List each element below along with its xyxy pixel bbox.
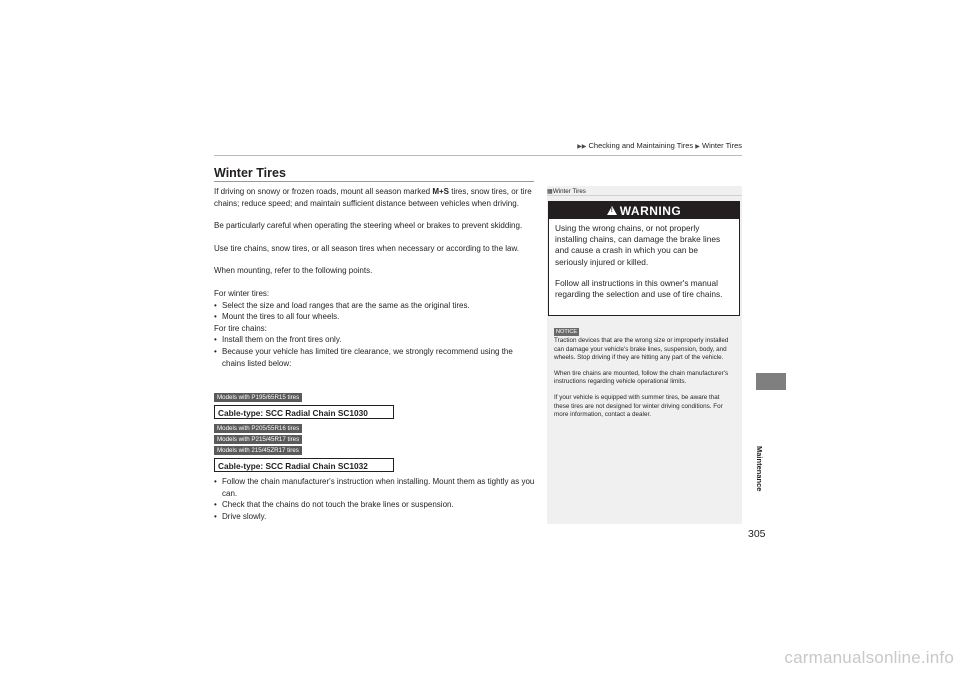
winter-tires-label: For winter tires: bbox=[214, 288, 270, 298]
list-item: • Check that the chains do not touch the brake lines or suspension. bbox=[214, 500, 454, 510]
summer-tires-note: If your vehicle is equipped with summer tires, be aware that these tires are not designed for winter driving conditions. For more information, contact a dealer. bbox=[554, 393, 723, 419]
side-panel-text bbox=[554, 337, 736, 420]
notice-text: Traction devices that are the wrong size or improperly installed can damage your vehicle's brake lines, suspension, body, and wheels. Stop driving if they are hitting any part of the vehicle. bbox=[554, 337, 729, 362]
list-item: • Because your vehicle has limited tire clearance, we strongly recommend using the chains listed below: bbox=[214, 346, 513, 368]
model-tag: Models with P195/65R15 tires bbox=[214, 393, 302, 402]
title-underline bbox=[214, 181, 534, 182]
section-tab-label: Maintenance bbox=[755, 446, 764, 492]
main-body bbox=[214, 186, 536, 369]
chain-box: Cable-type: SCC Radial Chain SC1030 bbox=[214, 405, 394, 419]
mounting-paragraph: When mounting, refer to the following points. bbox=[214, 266, 373, 276]
chain-box: Cable-type: SCC Radial Chain SC1032 bbox=[214, 458, 394, 472]
warning-box bbox=[548, 201, 740, 316]
chains-note: When tire chains are mounted, follow the chain manufacturer's instructions regarding vehicle operational limits. bbox=[554, 369, 729, 386]
side-panel-heading: ▦Winter Tires bbox=[547, 188, 586, 195]
warning-text: Using the wrong chains, or not properly installing chains, can damage the brake lines and cause a crash in which you can be seriously injured or killed. bbox=[555, 223, 721, 267]
warning-title: WARNING bbox=[619, 203, 682, 218]
list-item: • Follow the chain manufacturer's instruction when installing. Mount them as tightly as you can. bbox=[214, 477, 535, 498]
side-panel-divider bbox=[547, 195, 742, 196]
breadcrumb-parent[interactable]: Checking and Maintaining Tires bbox=[588, 141, 694, 150]
list-item: • Select the size and load ranges that are the same as the original tires. bbox=[214, 300, 470, 310]
breadcrumb-arrow-icon: ▶▶ bbox=[577, 144, 587, 150]
page-title: Winter Tires bbox=[214, 166, 286, 180]
header-divider bbox=[214, 155, 742, 156]
list-item: • Mount the tires to all four wheels. bbox=[214, 312, 340, 322]
section-tab-marker[interactable] bbox=[756, 373, 786, 390]
warning-header bbox=[549, 202, 739, 219]
breadcrumb-current: Winter Tires bbox=[701, 141, 742, 150]
notice-badge: NOTICE bbox=[556, 329, 578, 335]
model-tag: Models with 215/45ZR17 tires bbox=[214, 446, 302, 455]
model-tag: Models with P215/45R17 tires bbox=[214, 435, 302, 444]
ms-mark: M+S bbox=[432, 187, 449, 196]
watermark: carmanualsonline.info bbox=[784, 648, 954, 667]
skid-paragraph: Be particularly careful when operating the steering wheel or brakes to prevent skidding. bbox=[214, 221, 523, 231]
note-icon: ▦ bbox=[547, 188, 553, 195]
tire-chains-label: For tire chains: bbox=[214, 323, 267, 333]
list-item: • Drive slowly. bbox=[214, 511, 267, 521]
page-number: 305 bbox=[748, 528, 766, 540]
law-paragraph: Use tire chains, snow tires, or all season tires when necessary or according to the law. bbox=[214, 243, 520, 253]
list-item: • Install them on the front tires only. bbox=[214, 335, 342, 345]
warning-triangle-icon: ! bbox=[607, 206, 617, 215]
breadcrumb-arrow-icon: ▶ bbox=[695, 144, 700, 150]
warning-text: Follow all instructions in this owner's manual regarding the selection and use of tire chains. bbox=[555, 277, 723, 300]
breadcrumb bbox=[577, 141, 742, 150]
model-tag: Models with P205/55R16 tires bbox=[214, 424, 302, 433]
after-list bbox=[214, 476, 536, 522]
intro-paragraph: If driving on snowy or frozen roads, mount all season marked M+S tires, snow tires, or tire chains; reduce speed; and maintain sufficient distance between vehicles when driving. bbox=[214, 187, 532, 208]
